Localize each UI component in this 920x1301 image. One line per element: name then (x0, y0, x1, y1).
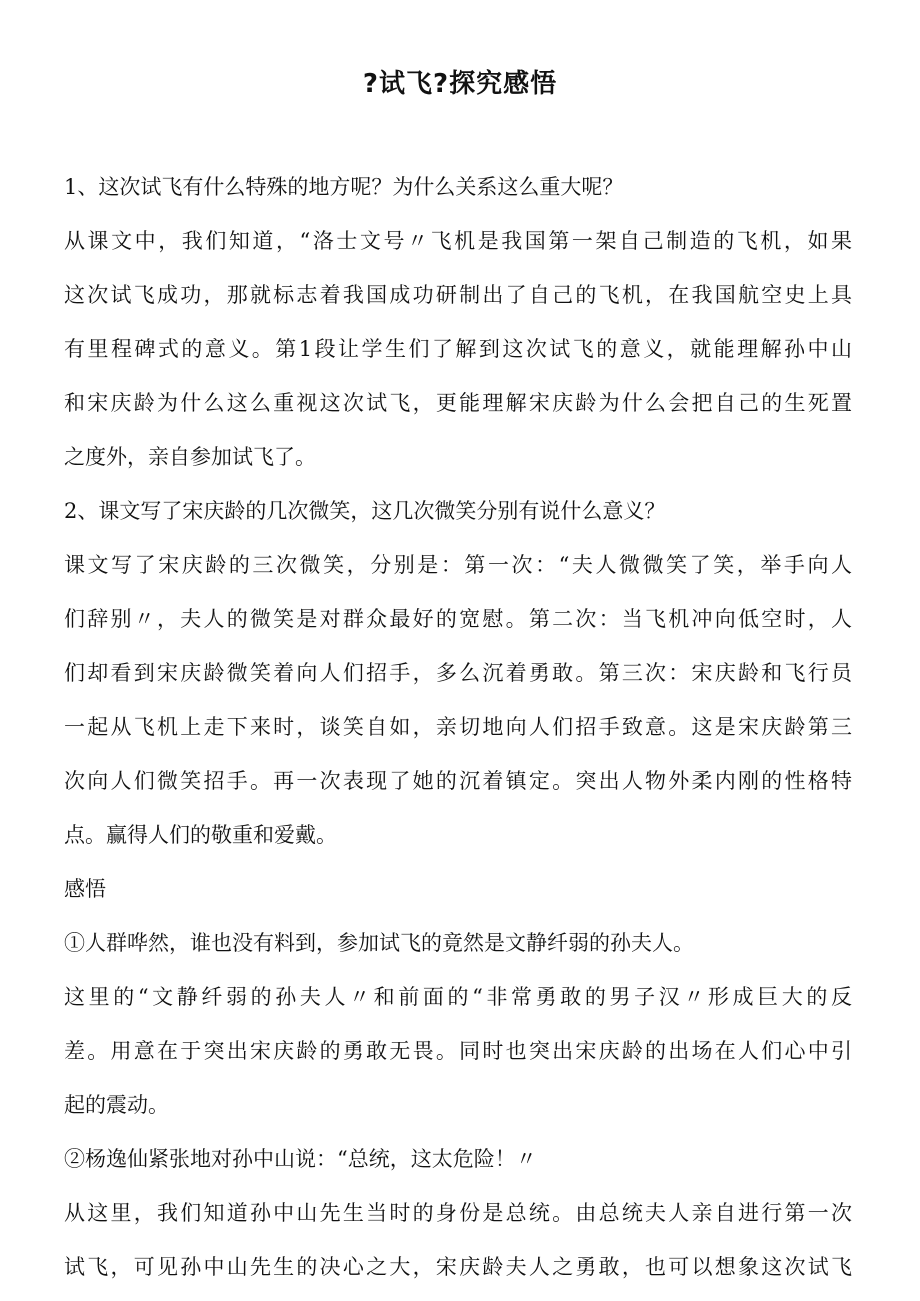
section-heading-ganwu: 感悟 (64, 877, 106, 901)
answer-1-line: 从课文中，我们知道，“洛士文号〃飞机是我国第一架自己制造的飞机，如果 (64, 229, 852, 253)
answer-2-line: 次向人们微笑招手。再一次表现了她的沉着镇定。突出人物外柔内刚的性格特 (64, 769, 852, 793)
question-1: 1、这次试飞有什么特殊的地方呢？为什么关系这么重大呢？ (64, 175, 624, 199)
quote-1-commentary-line: 差。用意在于突出宋庆龄的勇敢无畏。同时也突出宋庆龄的出场在人们心中引 (64, 1039, 852, 1063)
answer-2-line: 课文写了宋庆龄的三次微笑，分别是：第一次：“夫人微微笑了笑，举手向人 (64, 553, 852, 577)
quote-1-commentary-line: 这里的“文静纤弱的孙夫人〃和前面的“非常勇敢的男子汉〃形成巨大的反 (64, 985, 852, 1009)
answer-2-line: 们辞别〃，夫人的微笑是对群众最好的宽慰。第二次：当飞机冲向低空时，人 (64, 607, 852, 631)
quote-1-commentary-line: 起的震动。 (64, 1093, 169, 1117)
document-body (64, 160, 852, 1294)
question-2: 2、课文写了宋庆龄的几次微笑，这几次微笑分别有说什么意义？ (64, 499, 666, 523)
answer-2-line: 一起从飞机上走下来时，谈笑自如，亲切地向人们招手致意。这是宋庆龄第三 (64, 715, 852, 739)
answer-1-line: 和宋庆龄为什么这么重视这次试飞，更能理解宋庆龄为什么会把自己的生死置 (64, 391, 852, 415)
answer-2-line: 点。赢得人们的敬重和爱戴。 (64, 823, 337, 847)
answer-2-line: 们却看到宋庆龄微笑着向人们招手，多么沉着勇敢。第三次：宋庆龄和飞行员 (64, 661, 852, 685)
quote-2-commentary-line: 从这里，我们知道孙中山先生当时的身份是总统。由总统夫人亲自进行第一次 (64, 1201, 852, 1225)
answer-1-line: 有里程碑式的意义。第1段让学生们了解到这次试飞的意义，就能理解孙中山 (64, 337, 852, 361)
answer-1-line: 这次试飞成功，那就标志着我国成功研制出了自己的飞机，在我国航空史上具 (64, 283, 852, 307)
quote-1: ①人群哗然，谁也没有料到，参加试飞的竟然是文静纤弱的孙夫人。 (64, 931, 694, 955)
answer-1-line: 之度外，亲自参加试飞了。 (64, 445, 316, 469)
quote-2: ②杨逸仙紧张地对孙中山说：“总统，这太危险！〃 (64, 1147, 537, 1171)
document-title: ?试飞?探究感悟 (362, 69, 558, 99)
quote-2-commentary-line: 试飞，可见孙中山先生的决心之大，宋庆龄夫人之勇敢，也可以想象这次试飞 (64, 1255, 852, 1279)
